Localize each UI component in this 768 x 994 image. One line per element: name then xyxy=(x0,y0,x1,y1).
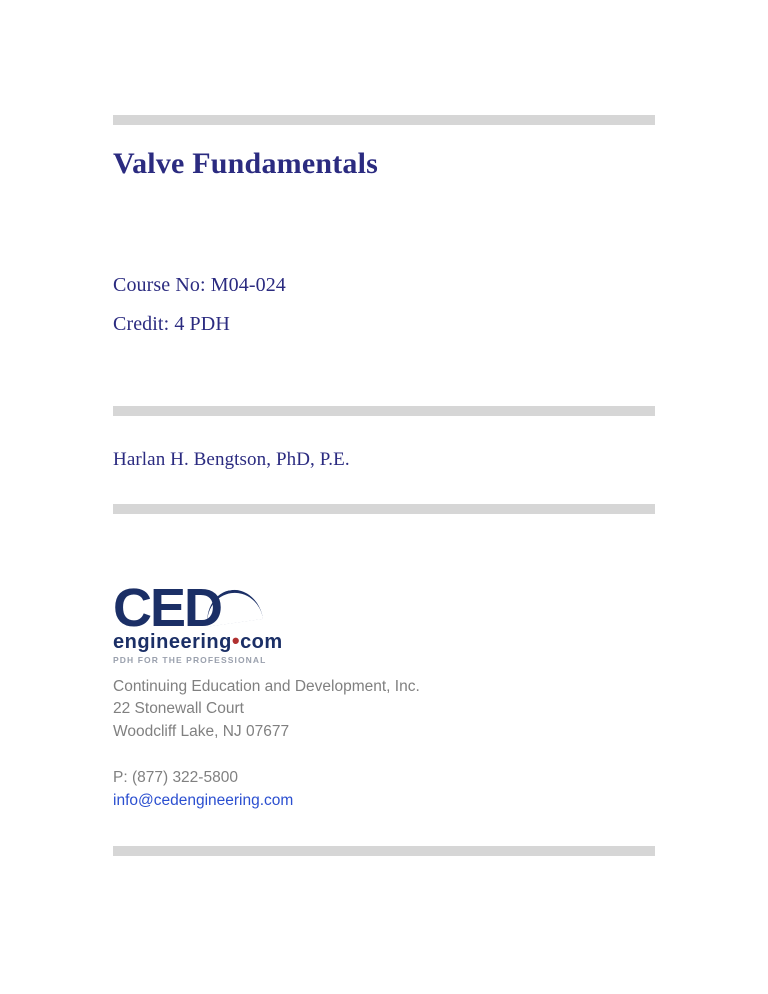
divider-bottom xyxy=(113,846,655,856)
publisher-street: 22 Stonewall Court xyxy=(113,700,244,718)
logo-subtext-word: engineering xyxy=(113,631,232,653)
divider-author-bottom xyxy=(113,504,655,514)
publisher-address xyxy=(113,676,655,743)
spacer xyxy=(113,344,655,406)
logo-tagline: PDH FOR THE PROFESSIONAL xyxy=(113,655,267,665)
logo-subtext-dot: • xyxy=(231,628,241,653)
logo-wordmark: CED xyxy=(113,578,222,638)
page-title: Valve Fundamentals xyxy=(113,147,379,180)
divider-middle xyxy=(113,406,655,416)
ced-logo xyxy=(113,578,655,665)
publisher-email-link[interactable]: info@cedengineering.com xyxy=(113,791,294,809)
publisher-contact xyxy=(113,767,655,812)
course-number: Course No: M04-024 xyxy=(113,274,286,296)
course-meta xyxy=(113,266,655,344)
publisher-name: Continuing Education and Development, Inc. xyxy=(113,678,420,695)
publisher-city-state-zip: Woodcliff Lake, NJ 07677 xyxy=(113,722,290,740)
publisher-phone: P: (877) 322-5800 xyxy=(113,769,238,787)
divider-top xyxy=(113,115,655,125)
page-content xyxy=(113,0,655,856)
course-credit: Credit: 4 PDH xyxy=(113,313,230,335)
logo-subtext-com: com xyxy=(240,631,283,653)
author-name: Harlan H. Bengtson, PhD, P.E. xyxy=(113,449,350,470)
